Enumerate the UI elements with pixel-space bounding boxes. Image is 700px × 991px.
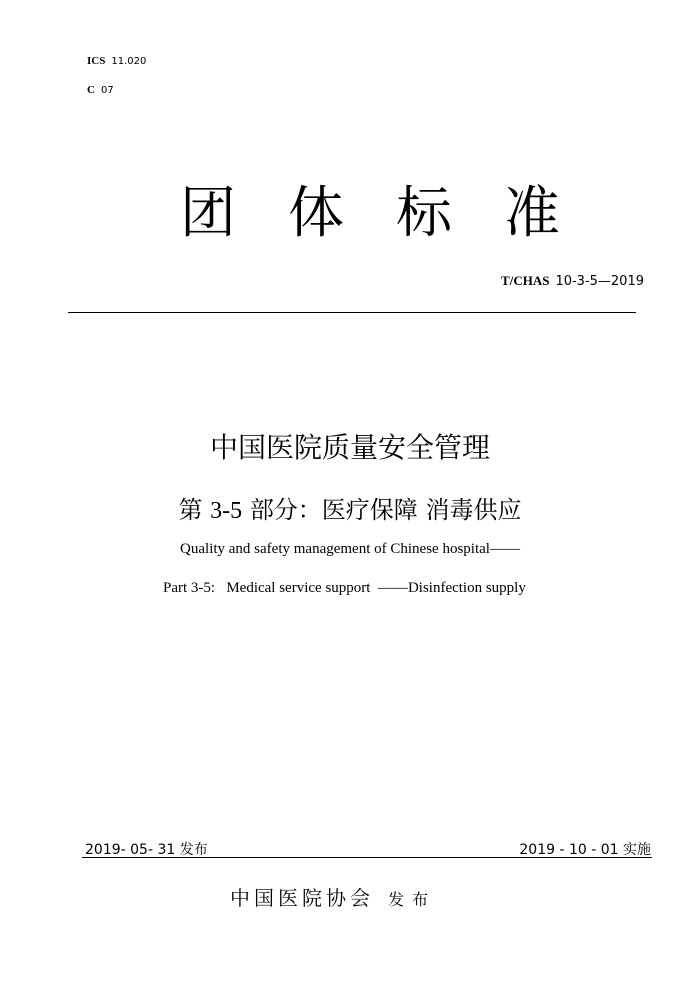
standard-code-number: 10-3-5—2019 xyxy=(555,274,644,289)
ics-value: 11.020 xyxy=(111,56,147,67)
standard-code-prefix: T/CHAS xyxy=(501,273,550,288)
standard-type-char: 团 xyxy=(180,181,236,246)
ics-classification xyxy=(87,55,146,67)
standard-type-char: 标 xyxy=(396,181,452,246)
standard-code xyxy=(501,273,644,289)
ccs-label: C xyxy=(87,84,95,96)
subtitle-chinese xyxy=(0,490,700,525)
title-chinese: 中国医院质量安全管理 xyxy=(209,431,490,464)
footer-divider xyxy=(82,857,652,858)
issuer-line xyxy=(230,882,436,911)
issuer-organization: 中国医院协会 xyxy=(230,886,374,910)
implementation-date: 2019 - 10 - 01 实施 xyxy=(519,842,651,858)
standard-type-char: 准 xyxy=(504,181,560,246)
standard-type-heading xyxy=(180,182,560,246)
ics-label: ICS xyxy=(87,55,106,67)
header-divider xyxy=(68,312,636,313)
subtitle-english: Part 3-5: Medical service support ——Disinfection supply xyxy=(163,580,526,596)
subtitle-chinese-prefix: 第 xyxy=(178,496,203,524)
subtitle-chinese-rest: 部分：医疗保障 消毒供应 xyxy=(249,496,522,524)
standard-type-char: 体 xyxy=(288,181,344,246)
subtitle-chinese-part-number: 3-5 xyxy=(210,498,243,524)
ccs-classification xyxy=(87,84,114,96)
ccs-value: 07 xyxy=(100,85,114,96)
issuer-action: 发布 xyxy=(388,890,437,909)
title-english: Quality and safety management of Chinese hospital—— xyxy=(180,541,520,557)
publish-date: 2019- 05- 31 发布 xyxy=(85,842,208,858)
